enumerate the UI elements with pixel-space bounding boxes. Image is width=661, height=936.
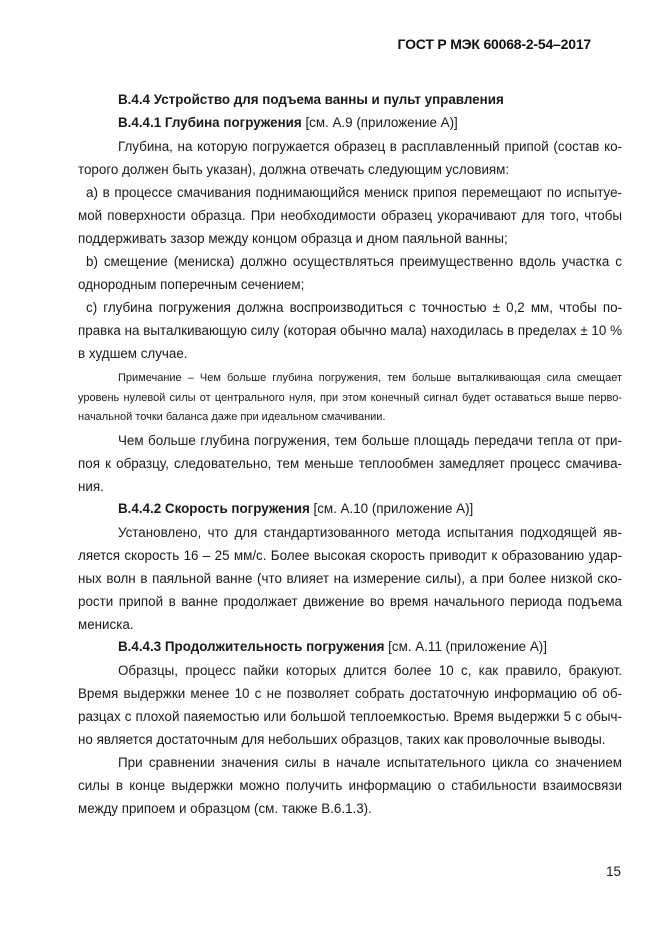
- paragraph-line: торого должен быть указан), должна отвечать следующим условиям:: [78, 162, 510, 177]
- section-title-b441: [118, 115, 622, 131]
- paragraph-line: мениска.: [78, 617, 134, 632]
- document-header: ГОСТ Р МЭК 60068-2-54–2017: [397, 36, 591, 52]
- section-title-b44: B.4.4 Устройство для подъема ванны и пульт управления: [118, 92, 504, 107]
- section-number-title: B.4.4.2 Скорость погружения: [118, 501, 310, 516]
- paragraph-line: ния.: [78, 479, 104, 494]
- paragraph-line: мой поверхности образца. При необходимости образец укорачивают для того, чтобы: [78, 208, 622, 223]
- note-line: начальной точки баланса даже при идеальном смачивании.: [78, 411, 386, 423]
- paragraph-line: правка на выталкивающую силу (которая обычно мала) находилась в пределах ± 10 %: [78, 323, 622, 338]
- section-title-b442: [118, 501, 622, 517]
- paragraph-line: При сравнении значения силы в начале испытательного цикла со значением: [118, 755, 622, 770]
- list-item-c: c) глубина погружения должна воспроизводиться с точностью ± 0,2 мм, чтобы по-: [86, 300, 622, 315]
- paragraph-line: в худшем случае.: [78, 346, 188, 361]
- section-number-title: B.4.4.1 Глубина погружения: [118, 115, 302, 130]
- paragraph-line: поддерживать зазор между концом образца и дном паяльной ванны;: [78, 231, 508, 246]
- paragraph-line: Глубина, на которую погружается образец в расплавленный припой (состав ко-: [118, 139, 622, 154]
- section-reference: [см. A.11 (приложение A)]: [384, 639, 547, 654]
- list-item-a: a) в процессе смачивания поднимающийся мениск припоя перемещают по испытуе-: [86, 185, 622, 200]
- section-reference: [см. A.9 (приложение A)]: [301, 115, 458, 130]
- paragraph-line: разцах с плохой паяемостью или большой теплоемкостью. Время выдержки 5 с обыч-: [78, 709, 622, 724]
- paragraph-line: рости припой в ванне продолжает движение во время начального периода подъема: [78, 594, 622, 609]
- paragraph-line: но является достаточным для небольших образцов, таких как проволочные выводы.: [78, 732, 606, 747]
- paragraph-line: силы в конце выдержки можно получить информацию о стабильности взаимосвязи: [78, 778, 622, 793]
- note-line: уровень нулевой силы от центрального нуля, при этом конечный сигнал будет оставаться выше перво-: [78, 392, 622, 404]
- note-line: Примечание – Чем больше глубина погружения, тем больше выталкивающая сила смещает: [118, 372, 622, 384]
- paragraph-line: поя к образцу, следовательно, тем меньше теплообмен замедляет процесс смачива-: [78, 456, 622, 471]
- paragraph-line: ных волн в паяльной ванне (что влияет на измерение силы), а при более низкой ско-: [78, 571, 622, 586]
- paragraph-line: Чем больше глубина погружения, тем больше площадь передачи тепла от при-: [118, 433, 622, 448]
- section-title-b443: [118, 639, 622, 655]
- paragraph-line: ляется скорость 16 – 25 мм/с. Более высокая скорость приводит к образованию удар-: [78, 548, 622, 563]
- paragraph-line: Время выдержки менее 10 с не позволяет собрать достаточную информацию об об-: [78, 686, 622, 701]
- paragraph-line: Образцы, процесс пайки которых длится более 10 с, как правило, бракуют.: [118, 663, 622, 678]
- section-number-title: B.4.4.3 Продолжительность погружения: [118, 639, 385, 654]
- section-reference: [см. A.10 (приложение A)]: [309, 501, 474, 516]
- list-item-b: b) смещение (мениска) должно осуществляться преимущественно вдоль участка с: [86, 254, 622, 269]
- paragraph-line: однородным поперечным сечением;: [78, 277, 305, 292]
- paragraph-line: между припоем и образцом (см. также B.6.1.3).: [78, 801, 372, 816]
- paragraph-line: Установлено, что для стандартизованного метода испытания подходящей яв-: [118, 525, 622, 540]
- page-number: 15: [606, 864, 621, 879]
